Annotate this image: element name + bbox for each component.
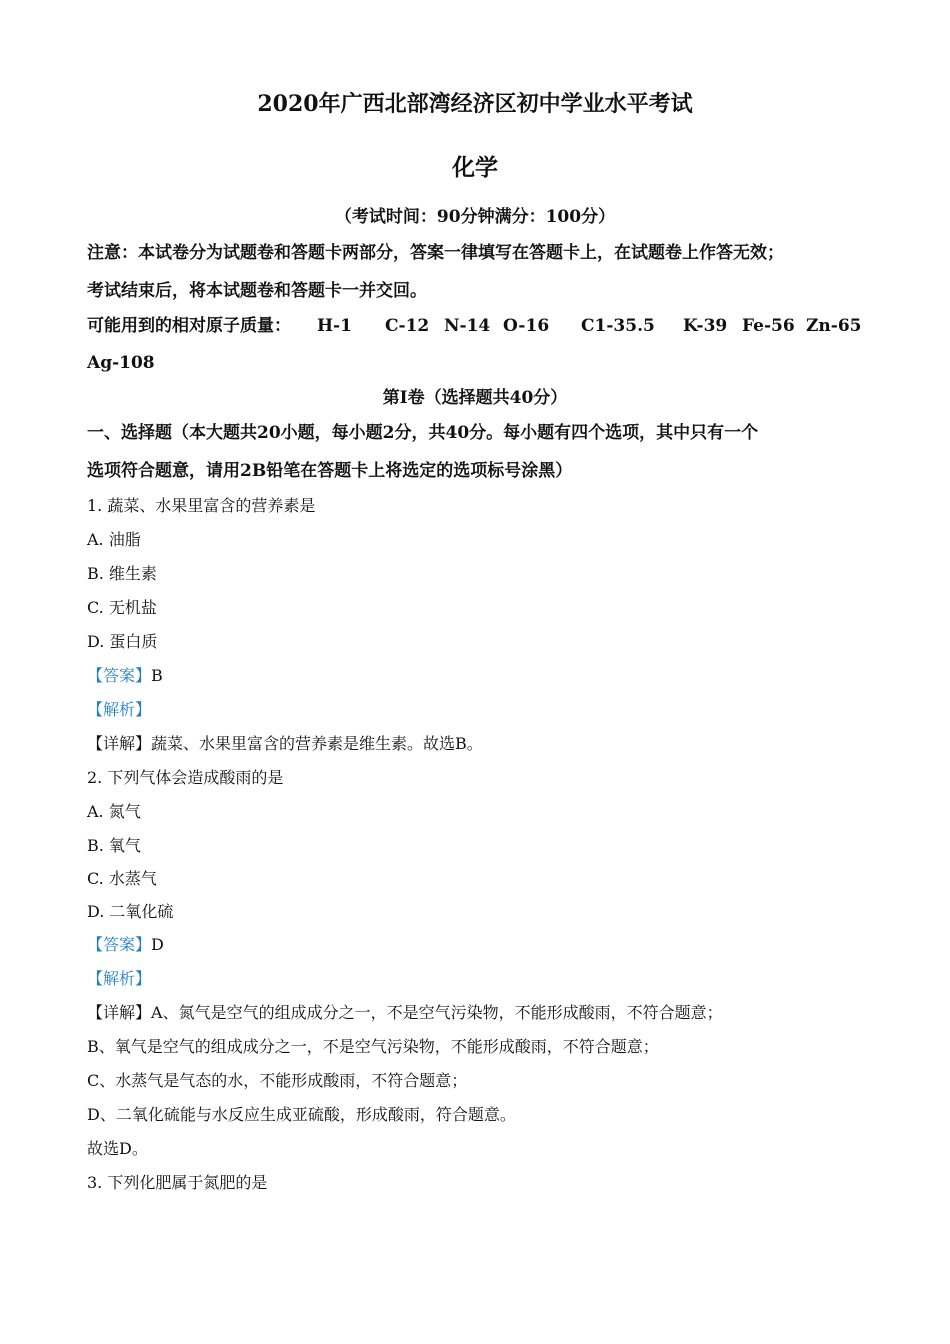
q1-answer-line bbox=[87, 666, 163, 686]
q2-answer-line bbox=[87, 935, 164, 955]
analysis-tag: 【解析】 bbox=[87, 969, 152, 988]
q2-detail-b: B、氧气是空气的组成成分之一，不是空气污染物，不能形成酸雨，不符合题意； bbox=[87, 1037, 659, 1056]
analysis-tag: 【解析】 bbox=[87, 700, 152, 719]
q1-option-a: A. 油脂 bbox=[87, 530, 141, 549]
notice-line-2: 考试结束后，将本试题卷和答题卡一并交回。 bbox=[87, 281, 427, 301]
answer-tag: 【答案】 bbox=[87, 935, 152, 954]
q2-detail-line bbox=[87, 1003, 723, 1023]
notice-line-1: 注意：本试卷分为试题卷和答题卡两部分，答案一律填写在答题卡上，在试题卷上作答无效； bbox=[87, 243, 784, 263]
atomic-mass-item: H-1 bbox=[317, 316, 352, 336]
q1-detail: 蔬菜、水果里富含的营养素是维生素。故选B。 bbox=[151, 734, 483, 753]
q1-analysis-line bbox=[87, 700, 151, 720]
q1-option-c: C. 无机盐 bbox=[87, 598, 157, 617]
atomic-mass-item: Zn-65 bbox=[806, 316, 862, 336]
atomic-mass-item: K-39 bbox=[683, 316, 728, 336]
q2-answer: D bbox=[151, 935, 164, 954]
atomic-mass-item: C1-35.5 bbox=[581, 316, 655, 336]
q2-option-b: B. 氧气 bbox=[87, 836, 141, 855]
q1-option-d: D. 蛋白质 bbox=[87, 632, 158, 651]
detail-tag: 【详解】 bbox=[87, 734, 152, 753]
exam-title: 2020年广西北部湾经济区初中学业水平考试 bbox=[257, 91, 693, 117]
subject-title: 化学 bbox=[452, 154, 498, 181]
q1-option-b: B. 维生素 bbox=[87, 564, 157, 583]
exam-info: （考试时间：90分钟满分：100分） bbox=[334, 207, 616, 227]
atomic-mass-line bbox=[87, 315, 867, 337]
volume-title: 第I卷（选择题共40分） bbox=[382, 388, 568, 408]
q2-conclusion: 故选D。 bbox=[87, 1139, 148, 1158]
q2-stem: 2. 下列气体会造成酸雨的是 bbox=[87, 768, 284, 787]
section-line-1: 一、选择题（本大题共20小题，每小题2分，共40分。每小题有四个选项，其中只有一个 bbox=[87, 423, 759, 443]
q3-stem: 3. 下列化肥属于氮肥的是 bbox=[87, 1173, 268, 1192]
section-line-2: 选项符合题意，请用2B铅笔在答题卡上将选定的选项标号涂黑） bbox=[87, 461, 573, 481]
atomic-mass-last: Ag-108 bbox=[87, 353, 155, 373]
q1-answer: B bbox=[151, 666, 163, 685]
q2-option-d: D. 二氧化硫 bbox=[87, 902, 174, 921]
answer-tag: 【答案】 bbox=[87, 666, 152, 685]
q1-stem: 1. 蔬菜、水果里富含的营养素是 bbox=[87, 496, 316, 515]
atomic-mass-item: O-16 bbox=[503, 316, 550, 336]
atomic-mass-item: C-12 bbox=[385, 316, 430, 336]
q2-detail-d: D、二氧化硫能与水反应生成亚硫酸，形成酸雨，符合题意。 bbox=[87, 1105, 516, 1124]
detail-tag: 【详解】 bbox=[87, 1003, 152, 1022]
atomic-mass-label: 可能用到的相对原子质量： bbox=[87, 316, 291, 336]
atomic-mass-item: N-14 bbox=[444, 316, 491, 336]
q2-detail-c: C、水蒸气是气态的水，不能形成酸雨，不符合题意； bbox=[87, 1071, 468, 1090]
q2-option-c: C. 水蒸气 bbox=[87, 869, 157, 888]
q2-option-a: A. 氮气 bbox=[87, 802, 141, 821]
q2-detail-a: A、氮气是空气的组成成分之一，不是空气污染物，不能形成酸雨，不符合题意； bbox=[151, 1003, 723, 1022]
atomic-mass-item: Fe-56 bbox=[742, 316, 795, 336]
q2-analysis-line bbox=[87, 969, 151, 989]
q1-detail-line bbox=[87, 734, 483, 754]
